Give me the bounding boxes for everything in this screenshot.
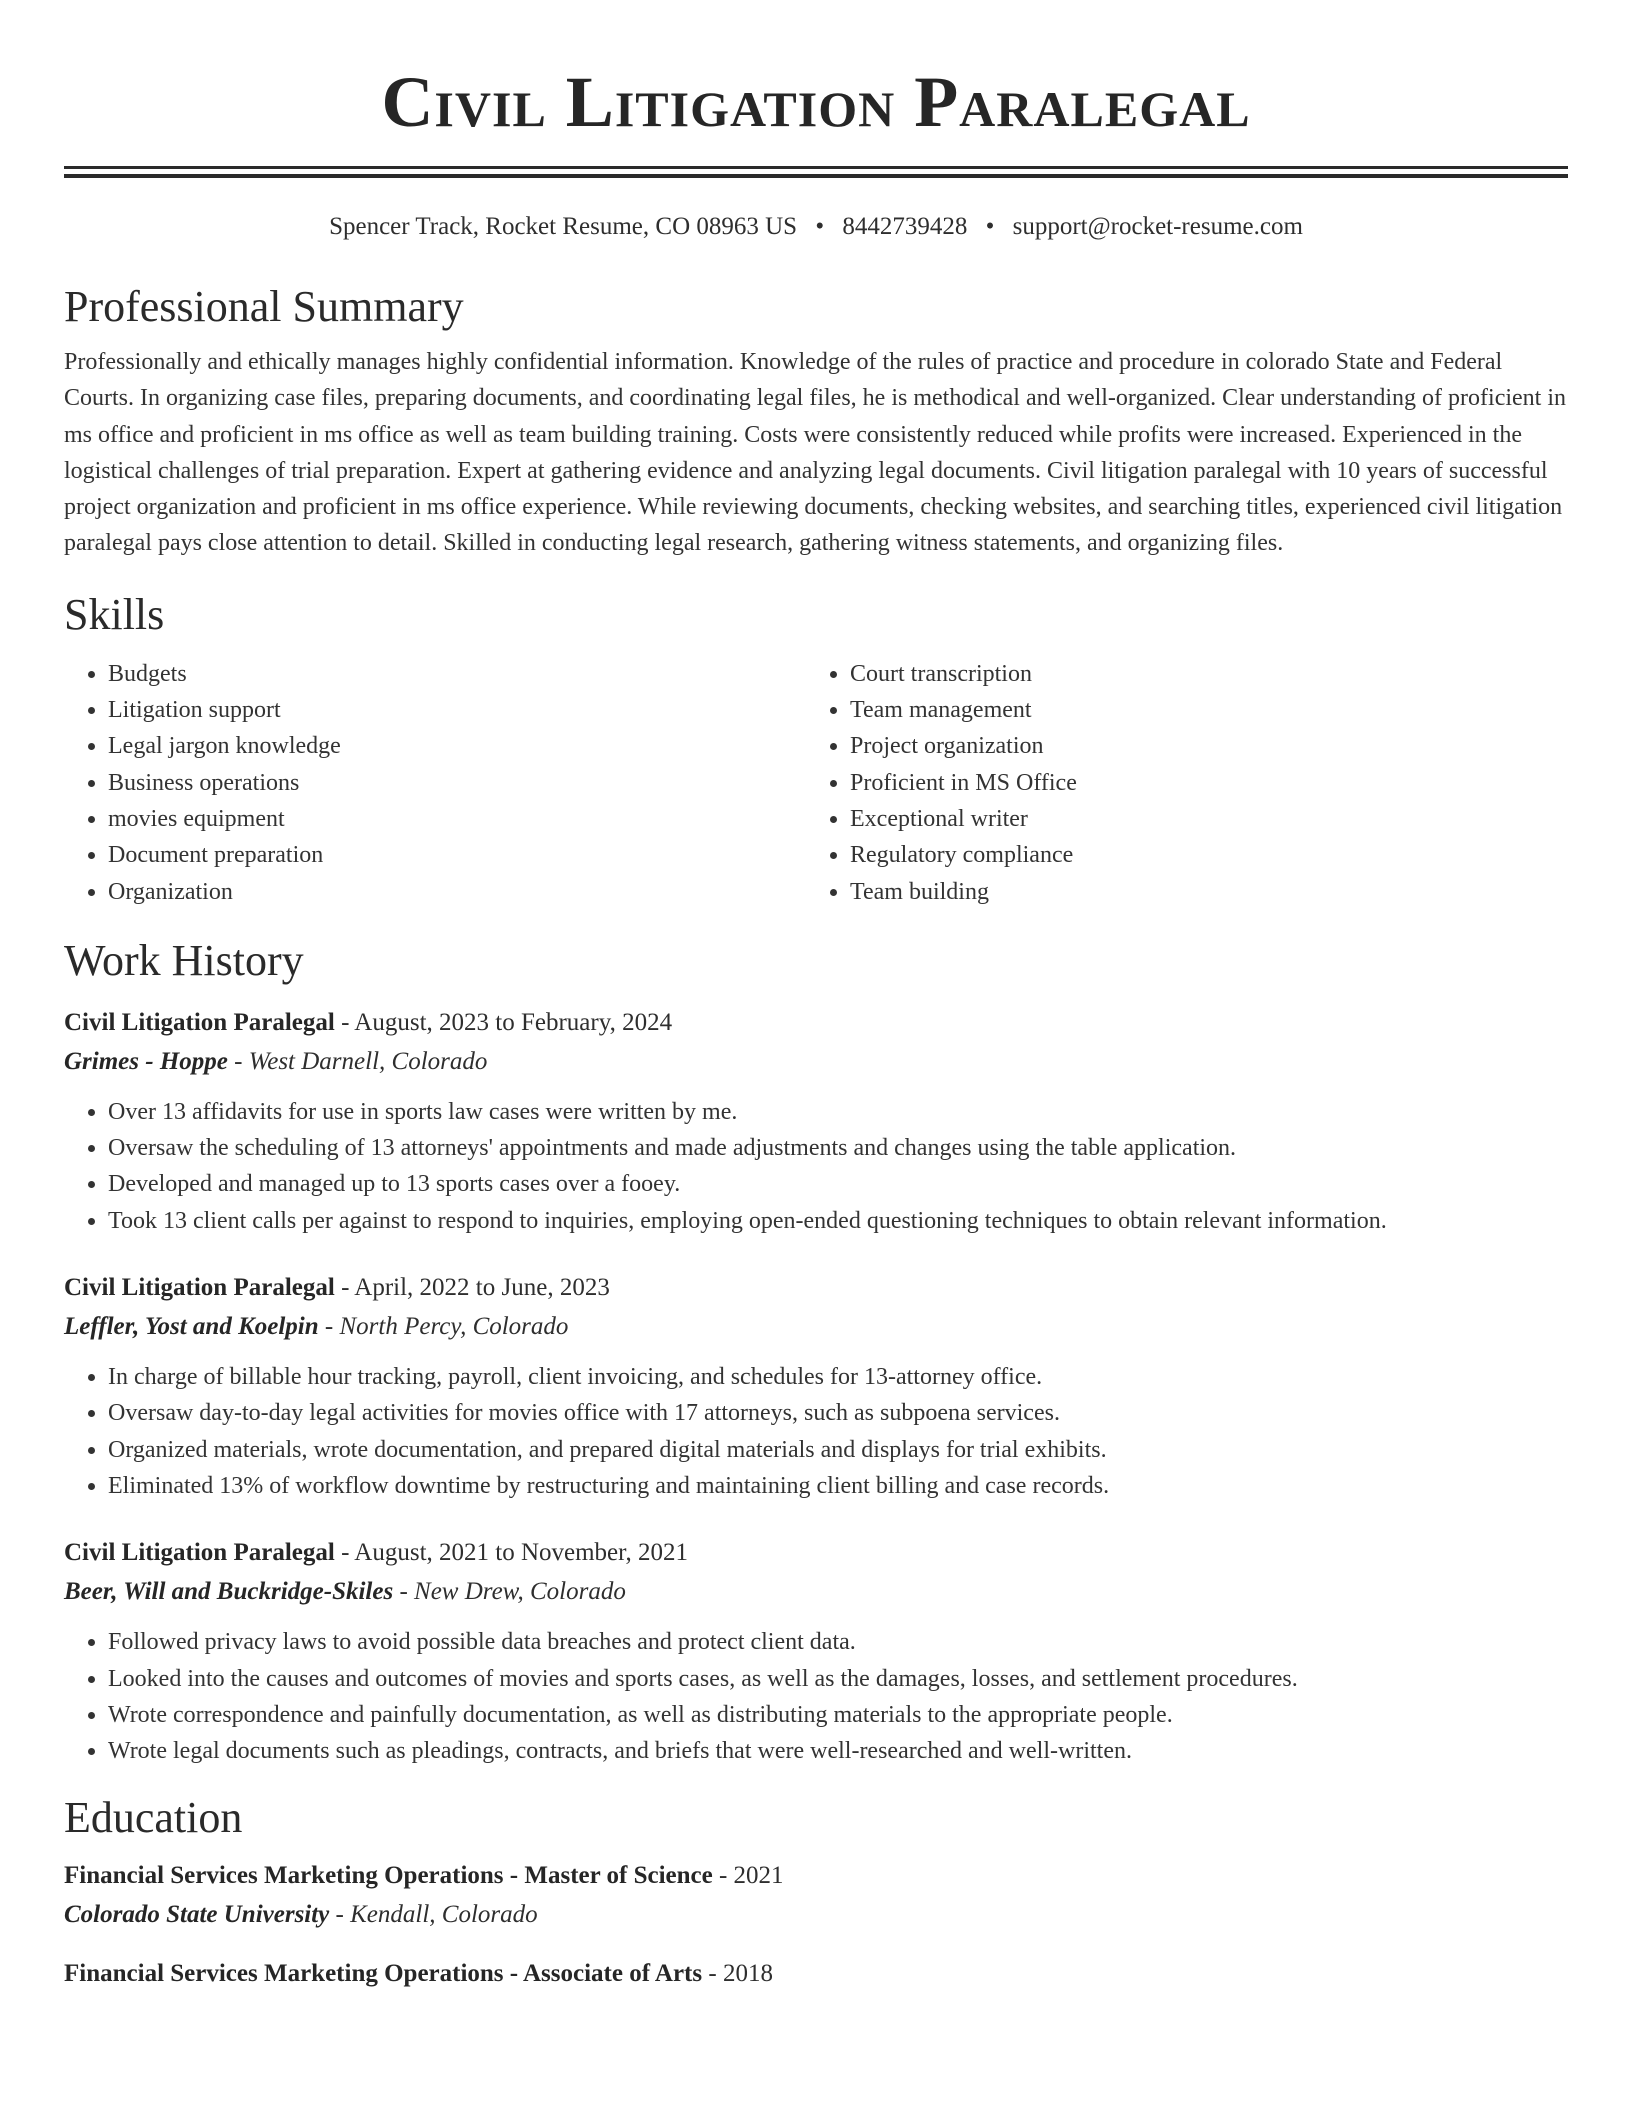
- job-bullet: • Oversaw day-to-day legal activities for movies office with 17 attorneys, such as subpoena services.: [108, 1395, 1568, 1431]
- skill-item: • Court transcription: [850, 656, 1506, 692]
- job-bullets: [64, 1359, 1568, 1504]
- job-entry: [64, 1269, 1568, 1504]
- contact-separator: •: [815, 213, 825, 240]
- dash-separator: -: [334, 1008, 355, 1036]
- job-title-line: [64, 1534, 1568, 1572]
- job-bullet: • Developed and managed up to 13 sports cases over a fooey.: [108, 1166, 1568, 1202]
- skill-item: • Proficient in MS Office: [850, 765, 1506, 801]
- education-entry: [64, 1955, 1568, 1993]
- skill-item: • Team management: [850, 692, 1506, 728]
- school-line: [64, 1895, 1568, 1935]
- job-bullet: • Wrote correspondence and painfully documentation, as well as distributing materials to the appropriate people.: [108, 1697, 1568, 1733]
- employer-name: Leffler, Yost and Koelpin: [64, 1313, 319, 1341]
- contact-address: Spencer Track, Rocket Resume, CO 08963 US: [329, 213, 798, 240]
- job-title: Civil Litigation Paralegal: [64, 1008, 335, 1036]
- job-dates: April, 2022 to June, 2023: [354, 1274, 610, 1302]
- degree-year: 2018: [722, 1960, 773, 1988]
- title-rule-top: [64, 166, 1568, 169]
- skills-column-right: [806, 656, 1506, 910]
- skill-item: • movies equipment: [108, 801, 806, 837]
- dash-separator: -: [393, 1578, 415, 1606]
- dash-separator: -: [702, 1960, 723, 1988]
- job-title: Civil Litigation Paralegal: [64, 1539, 335, 1567]
- dash-separator: -: [712, 1862, 734, 1890]
- skills-heading: Skills: [64, 589, 165, 639]
- skill-item: • Litigation support: [108, 692, 806, 728]
- degree-line: [64, 1955, 1568, 1993]
- contact-separator: •: [985, 213, 995, 240]
- skill-item: • Organization: [108, 874, 806, 910]
- skill-item: • Business operations: [108, 765, 806, 801]
- contact-line: [64, 212, 1568, 242]
- skill-item: • Team building: [850, 874, 1506, 910]
- job-bullets: [64, 1094, 1568, 1239]
- job-title-line: [64, 1269, 1568, 1307]
- dash-separator: -: [334, 1274, 355, 1302]
- work-history-heading: Work History: [64, 935, 304, 985]
- employer-location: New Drew, Colorado: [414, 1578, 626, 1606]
- dash-separator: -: [318, 1313, 340, 1341]
- degree-name: Financial Services Marketing Operations - Associate of Arts: [64, 1960, 703, 1988]
- skills-column-left: [64, 656, 806, 910]
- skills-list: [64, 656, 1568, 910]
- job-bullet: • Followed privacy laws to avoid possible data breaches and protect client data.: [108, 1624, 1568, 1660]
- job-dates: August, 2023 to February, 2024: [354, 1008, 673, 1036]
- education-entry: [64, 1857, 1568, 1935]
- job-bullet: • Eliminated 13% of workflow downtime by restructuring and maintaining client billing and case records.: [108, 1468, 1568, 1504]
- employer-line: [64, 1572, 1568, 1612]
- contact-email[interactable]: support@rocket-resume.com: [1012, 213, 1303, 240]
- contact-phone[interactable]: 8442739428: [842, 213, 968, 240]
- employer-line: [64, 1042, 1568, 1082]
- job-bullet: • In charge of billable hour tracking, payroll, client invoicing, and schedules for 13-attorney office.: [108, 1359, 1568, 1395]
- job-bullet: • Organized materials, wrote documentation, and prepared digital materials and displays for trial exhibits.: [108, 1432, 1568, 1468]
- dash-separator: -: [334, 1539, 355, 1567]
- dash-separator: -: [227, 1047, 249, 1075]
- job-bullet: • Took 13 client calls per against to respond to inquiries, employing open-ended questioning techniques to obtain relevant information.: [108, 1203, 1568, 1239]
- skill-item: • Exceptional writer: [850, 801, 1506, 837]
- job-entry: [64, 1004, 1568, 1239]
- skill-item: • Budgets: [108, 656, 806, 692]
- job-title-line: [64, 1004, 1568, 1042]
- degree-year: 2021: [733, 1862, 784, 1890]
- employer-name: Beer, Will and Buckridge-Skiles: [64, 1578, 394, 1606]
- skill-item: • Project organization: [850, 728, 1506, 764]
- skill-item: • Document preparation: [108, 837, 806, 873]
- degree-line: [64, 1857, 1568, 1895]
- dash-separator: -: [329, 1901, 351, 1929]
- school-name: Colorado State University: [64, 1901, 330, 1929]
- degree-name: Financial Services Marketing Operations - Master of Science: [64, 1862, 713, 1890]
- job-title: Civil Litigation Paralegal: [64, 1274, 335, 1302]
- summary-text: Professionally and ethically manages highly confidential information. Knowledge of the rules of practice and procedure in colorado State and Federal Courts. In organizing case files, preparing documents, and coordinating legal files, he is methodical and well-organized. Clear understanding of proficient in ms office and proficient in ms office as well as team building training. Costs were consistently reduced while profits were increased. Experienced in the logistical challenges of trial preparation. Expert at gathering evidence and analyzing legal documents. Civil litigation paralegal with 10 years of successful project organization and proficient in ms office experience. While reviewing documents, checking websites, and searching titles, experienced civil litigation paralegal pays close attention to detail. Skilled in conducting legal research, gathering witness statements, and organizing files.: [64, 349, 1567, 557]
- job-dates: August, 2021 to November, 2021: [354, 1539, 688, 1567]
- employer-name: Grimes - Hoppe: [64, 1047, 228, 1075]
- job-bullet: • Wrote legal documents such as pleadings, contracts, and briefs that were well-researched and well-written.: [108, 1733, 1568, 1769]
- employer-line: [64, 1307, 1568, 1347]
- employer-location: North Percy, Colorado: [339, 1313, 569, 1341]
- resume-title: Civil Litigation Paralegal: [381, 62, 1251, 142]
- employer-location: West Darnell, Colorado: [248, 1047, 488, 1075]
- skill-item: • Regulatory compliance: [850, 837, 1506, 873]
- job-bullets: [64, 1624, 1568, 1769]
- job-bullet: • Looked into the causes and outcomes of movies and sports cases, as well as the damages, losses, and settlement procedures.: [108, 1661, 1568, 1697]
- education-heading: Education: [64, 1793, 243, 1843]
- job-bullet: • Over 13 affidavits for use in sports law cases were written by me.: [108, 1094, 1568, 1130]
- school-location: Kendall, Colorado: [350, 1901, 538, 1929]
- summary-heading: Professional Summary: [64, 282, 464, 331]
- skill-item: • Legal jargon knowledge: [108, 728, 806, 764]
- job-entry: [64, 1534, 1568, 1769]
- title-rule-bottom: [64, 174, 1568, 178]
- job-bullet: • Oversaw the scheduling of 13 attorneys' appointments and made adjustments and changes using the table application.: [108, 1130, 1568, 1166]
